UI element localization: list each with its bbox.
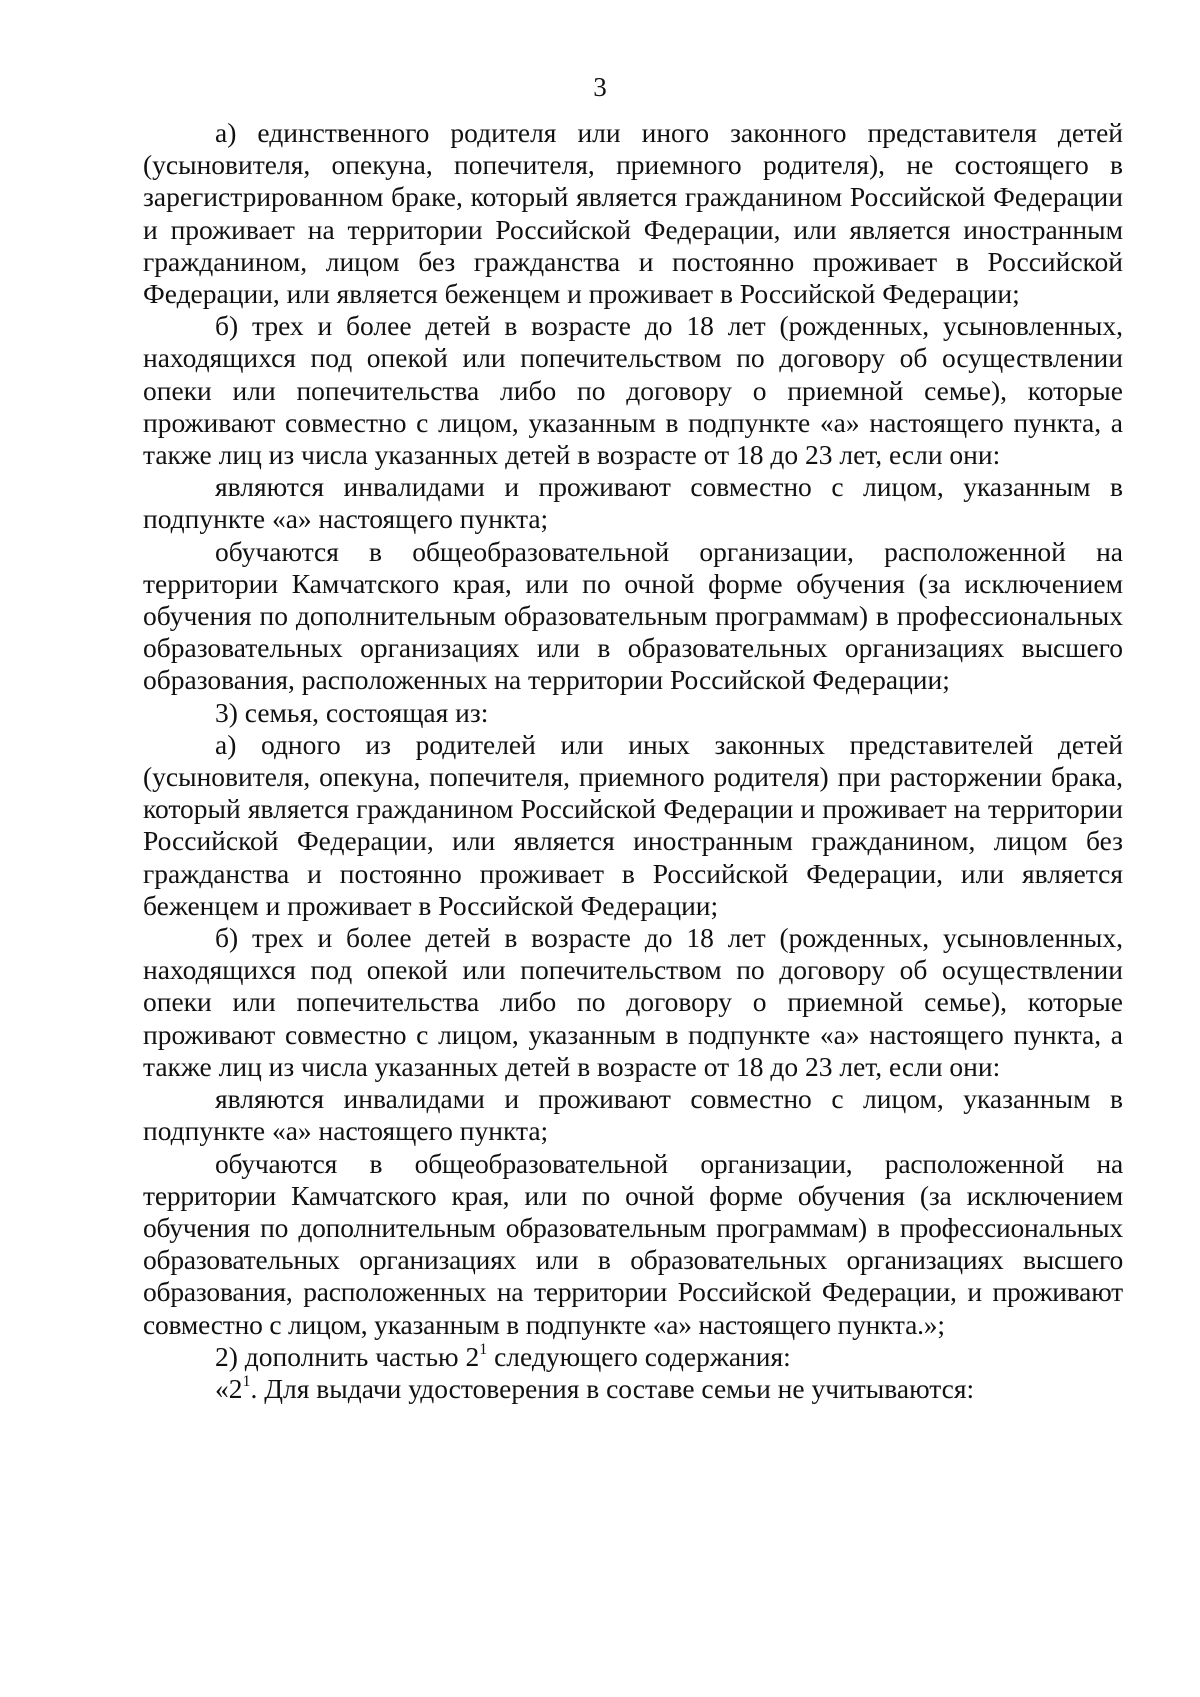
new-part-text-before: «2 [215, 1372, 243, 1404]
paragraph-single-parent: а) единственного родителя или иного законного представителя детей (усыновителя, опекуна, попечителя, приемного родителя), не состоящего в зарегистрированном браке, который является гражданином Российской Федерации и проживает на территории Российской Федерации, или является иностранным гражданином, лицом без гражданства и постоянно проживает в Российской Федерации, или является беженцем и проживает в Российской Федерации; [143, 117, 1123, 310]
new-part-text-after: . Для выдачи удостоверения в составе семьи не учитываются: [250, 1372, 975, 1404]
paragraph-disabled-children-second: являются инвалидами и проживают совместно с лицом, указанным в подпункте «а» настоящего пункта; [143, 1083, 1123, 1147]
amendment-superscript: 1 [479, 1340, 488, 1358]
page-number: 3 [593, 72, 607, 102]
document-body [143, 117, 1123, 1405]
paragraph-new-part [143, 1373, 1123, 1405]
paragraph-three-children: б) трех и более детей в возрасте до 18 лет (рожденных, усыновленных, находящихся под опекой или попечительством по договору об осуществлении опеки или попечительства либо по договору о приемной семье), которые проживают совместно с лицом, указанным в подпункте «а» настоящего пункта, а также лиц из числа указанных детей в возрасте от 18 до 23 лет, если они: [143, 310, 1123, 471]
paragraph-family-heading: 3) семья, состоящая из: [215, 696, 489, 728]
paragraph-divorced-parent: а) одного из родителей или иных законных представителей детей (усыновителя, опекуна, попечителя, приемного родителя) при расторжении брака, который является гражданином Российской Федерации и проживает на территории Российской Федерации, или является иностранным гражданином, лицом без гражданства и постоянно проживает в Российской Федерации, или является беженцем и проживает в Российской Федерации; [143, 728, 1123, 921]
paragraph-studying-children-second: обучаются в общеобразовательной организации, расположенной на территории Камчатского края, или по очной форме обучения (за исключением обучения по дополнительным образовательным программам) в профессиональных образовательных организациях или в образовательных организациях высшего образования, расположенных на территории Российской Федерации, и проживают совместно с лицом, указанным в подпункте «а» настоящего пункта.»; [143, 1147, 1123, 1340]
paragraph-studying-children: обучаются в общеобразовательной организации, расположенной на территории Камчатского края, или по очной форме обучения (за исключением обучения по дополнительным образовательным программам) в профессиональных образовательных организациях или в образовательных организациях высшего образования, расположенных на территории Российской Федерации; [143, 535, 1123, 696]
new-part-superscript: 1 [242, 1372, 251, 1390]
amendment-text-before: 2) дополнить частью 2 [215, 1340, 480, 1372]
amendment-text-after: следующего содержания: [487, 1340, 791, 1372]
paragraph-amendment [143, 1341, 1123, 1373]
paragraph-three-children-second: б) трех и более детей в возрасте до 18 лет (рожденных, усыновленных, находящихся под опекой или попечительством по договору об осуществлении опеки или попечительства либо по договору о приемной семье), которые проживают совместно с лицом, указанным в подпункте «а» настоящего пункта, а также лиц из числа указанных детей в возрасте от 18 до 23 лет, если они: [143, 922, 1123, 1082]
paragraph-disabled-children: являются инвалидами и проживают совместно с лицом, указанным в подпункте «а» настоящего пункта; [143, 471, 1123, 535]
